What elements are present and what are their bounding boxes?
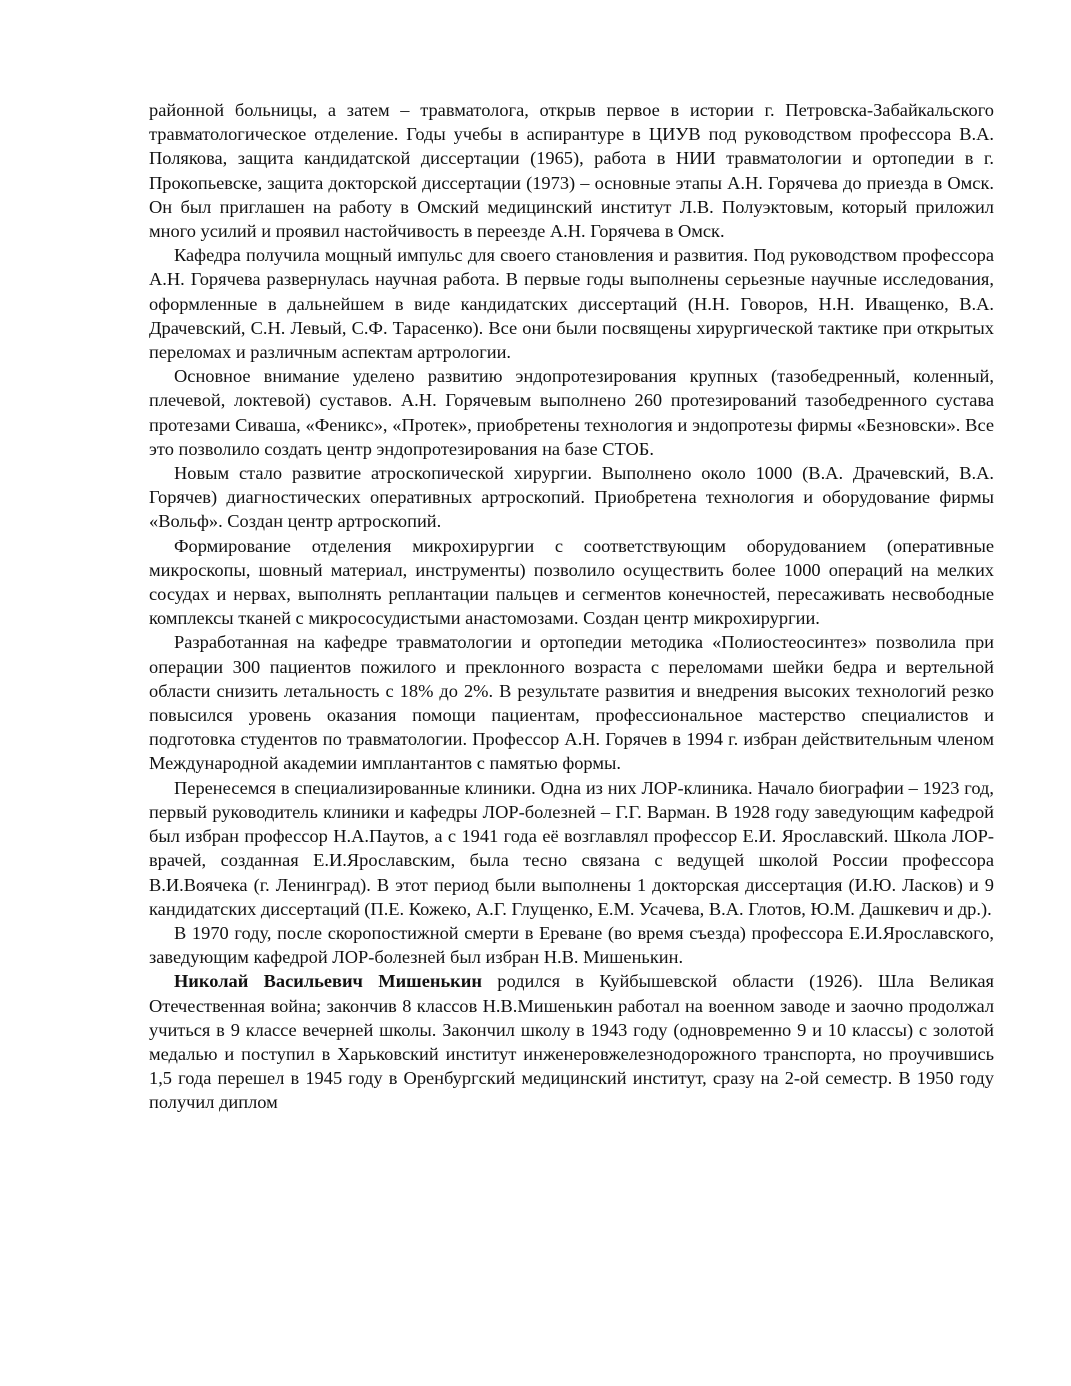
paragraph-mishenkin-elected: В 1970 году, после скоропостижной смерти в Ереване (во время съезда) профессора Е.И.Ярославского, заведующим кафедрой ЛОР-болезней был избран Н.В. Мишенькин. (149, 922, 994, 968)
paragraph-department-impulse: Кафедра получила мощный импульс для своего становления и развития. Под руководством профессора А.Н. Горячева развернулась научная работа. В первые годы выполнены серьезные научные исследования, оформленные в дальнейшем в виде кандидатских диссертаций (Н.Н. Говоров, Н.Н. Иващенко, В.А. Драчевский, С.Н. Левый, С.Ф. Тарасенко). Все они были посвящены хирургической тактике при открытых переломах и различным аспектам артрологии. (149, 245, 994, 363)
person-name-bold: Николай Васильевич Мишенькин (174, 971, 482, 992)
paragraph-mishenkin-biography (149, 969, 994, 1114)
paragraph-microsurgery: Формирование отделения микрохирургии с соответствующим оборудованием (оперативные микроскопы, шовный материал, инструменты) позволило осуществить более 1000 операций на мелких сосудах и нервах, выполнять реплантации пальцев и сегментов конечностей, пересаживать несвободные комплексы тканей с микрососудистыми анастомозами. Создан центр микрохирургии. (149, 535, 994, 629)
paragraph-ent-clinic: Перенесемся в специализированные клиники. Одна из них ЛОР-клиника. Начало биографии – 1923 год, первый руководитель клиники и кафедры ЛОР-болезней – Г.Г. Варман. В 1928 году заведующим кафедрой был избран профессор Н.А.Паутов, а с 1941 года её возглавлял профессор Е.И. Ярославский. Школа ЛОР-врачей, созданная Е.И.Ярославским, была тесно связана с ведущей школой России профессора В.И.Воячека (г. Ленинград). В этот период были выполнены 1 докторская диссертация (И.Ю. Ласков) и 9 кандидатских диссертаций (П.Е. Кожеко, А.Г. Глущенко, Е.М. Усачева, В.А. Глотов, Ю.М. Дашкевич и др.). (149, 777, 994, 919)
biography-text: родился в Куйбышевской области (1926). Шла Великая Отечественная война; закончив 8 классов Н.В.Мишенькин работал на военном заводе и заочно продолжал учиться в 9 классе вечерней школы. Закончил школу в 1943 году (одновременно 9 и 10 классы) с золотой медалью и поступил в Харьковский институт инженеровжелезнодорожного транспорта, но проучившись 1,5 года перешел в 1945 году в Оренбургский медицинский институт, сразу на 2-ой семестр. В 1950 году получил диплом (149, 971, 995, 1113)
paragraph-goryachev-career: районной больницы, а затем – травматолога, открыв первое в истории г. Петровска-Забайкальского травматологическое отделение. Годы учебы в аспирантуре в ЦИУВ под руководством профессора В.А. Полякова, защита кандидатской диссертации (1965), работа в НИИ травматологии и ортопедии в г. Прокопьевске, защита докторской диссертации (1973) – основные этапы А.Н. Горячева до приезда в Омск. Он был приглашен на работу в Омский медицинский институт Л.В. Полуэктовым, который приложил много усилий и проявил настойчивость в переезде А.Н. Горячева в Омск. (149, 100, 994, 242)
paragraph-endoprosthetics: Основное внимание уделено развитию эндопротезирования крупных (тазобедренный, коленный, плечевой, локтевой) суставов. А.Н. Горячевым выполнено 260 протезирований тазобедренного сустава протезами Сиваша, «Феникс», «Протек», приобретены технология и эндопротезы фирмы «Безновски». Все это позволило создать центр эндопротезирования на базе СТОБ. (149, 366, 994, 459)
document-page (149, 98, 994, 1115)
paragraph-polyosteosynthesis: Разработанная на кафедре травматологии и ортопедии методика «Полиостеосинтез» позволила при операции 300 пациентов пожилого и преклонного возраста с переломами шейки бедра и вертельной области снизить летальность с 18% до 2%. В результате развития и внедрения высоких технологий резко повысился уровень оказания помощи пациентам, профессиональное мастерство специалистов и подготовка студентов по травматологии. Профессор А.Н. Горячев в 1994 г. избран действительным членом Международной академии имплантантов с памятью формы. (149, 632, 994, 774)
paragraph-arthroscopy: Новым стало развитие атроскопической хирургии. Выполнено около 1000 (В.А. Драчевский, В.А. Горячев) диагностических оперативных артроскопий. Приобретена технология и оборудование фирмы «Вольф». Создан центр артроскопий. (149, 463, 994, 532)
